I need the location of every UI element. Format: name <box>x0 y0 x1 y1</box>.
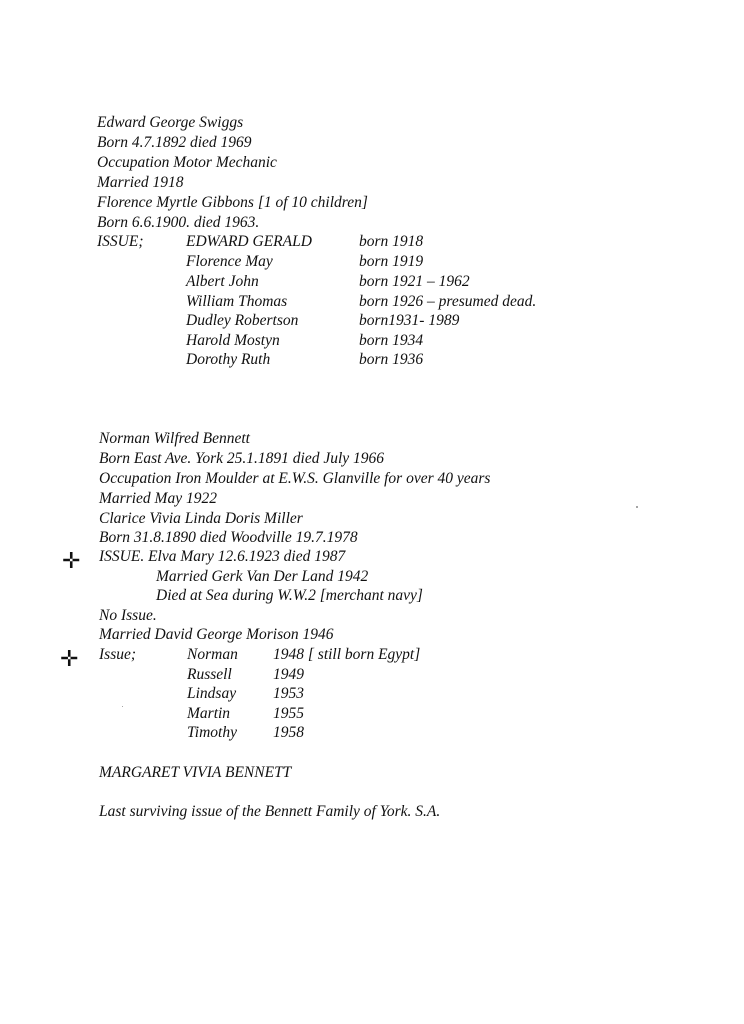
scan-speck <box>122 706 123 707</box>
family2-child-name: Russell <box>187 666 232 683</box>
family1-spouse: Florence Myrtle Gibbons [1 of 10 children] <box>97 194 368 211</box>
family1-child-name: Dorothy Ruth <box>186 351 271 368</box>
family1-child-name: William Thomas <box>186 293 288 310</box>
family1-child-dates: born 1919 <box>359 253 424 270</box>
family2-died-at-sea: Died at Sea during W.W.2 [merchant navy] <box>156 587 423 604</box>
family1-child-dates: born 1918 <box>359 233 424 250</box>
family2-married-first: Married Gerk Van Der Land 1942 <box>156 568 369 585</box>
family2-born: Born East Ave. York 25.1.1891 died July 1966 <box>99 450 385 467</box>
family2-child-name: Timothy <box>187 724 237 741</box>
family2-spouse: Clarice Vivia Linda Doris Miller <box>99 510 303 527</box>
family1-occupation: Occupation Motor Mechanic <box>97 154 277 171</box>
last-surviving-line: Last surviving issue of the Bennett Family of York. S.A. <box>99 803 441 820</box>
family2-child-dates: 1958 <box>273 724 304 741</box>
family1-issue-label: ISSUE; <box>97 233 144 250</box>
family2-issue-label: Issue; <box>99 646 137 663</box>
family2-spouse-born: Born 31.8.1890 died Woodville 19.7.1978 <box>99 529 358 546</box>
family1-name: Edward George Swiggs <box>97 114 244 131</box>
family2-name: Norman Wilfred Bennett <box>99 430 250 447</box>
family1-born: Born 4.7.1892 died 1969 <box>97 134 252 151</box>
family1-child-dates: born 1936 <box>359 351 424 368</box>
family1-child-dates: born 1934 <box>359 332 424 349</box>
family1-spouse-born: Born 6.6.1900. died 1963. <box>97 214 260 231</box>
cross-mark-icon: ✛ <box>60 647 79 672</box>
family1-child-dates: born 1921 – 1962 <box>359 273 470 290</box>
family2-no-issue: No Issue. <box>99 607 157 624</box>
family1-child-name: Dudley Robertson <box>186 312 299 329</box>
family2-issue-line: ISSUE. Elva Mary 12.6.1923 died 1987 <box>99 548 346 565</box>
family1-child-dates: born 1926 – presumed dead. <box>359 293 537 310</box>
family1-child-name: Harold Mostyn <box>186 332 280 349</box>
family1-child-name: EDWARD GERALD <box>186 233 312 250</box>
family2-child-dates: 1949 <box>273 666 304 683</box>
scan-speck <box>636 506 638 508</box>
family2-child-dates: 1948 [ still born Egypt] <box>273 646 421 663</box>
cross-mark-icon: ✛ <box>62 549 81 574</box>
family2-child-name: Norman <box>187 646 238 663</box>
family2-married: Married May 1922 <box>99 490 217 507</box>
margaret-heading: MARGARET VIVIA BENNETT <box>99 764 292 781</box>
family2-occupation: Occupation Iron Moulder at E.W.S. Glanville for over 40 years <box>99 470 491 487</box>
family2-married-second: Married David George Morison 1946 <box>99 626 334 643</box>
family1-child-name: Florence May <box>186 253 273 270</box>
family2-child-name: Martin <box>187 705 231 722</box>
family2-child-dates: 1953 <box>273 685 304 702</box>
family1-married: Married 1918 <box>97 174 184 191</box>
family2-child-name: Lindsay <box>187 685 237 702</box>
family1-child-dates: born1931- 1989 <box>359 312 460 329</box>
family1-child-name: Albert John <box>186 273 259 290</box>
family2-child-dates: 1955 <box>273 705 304 722</box>
